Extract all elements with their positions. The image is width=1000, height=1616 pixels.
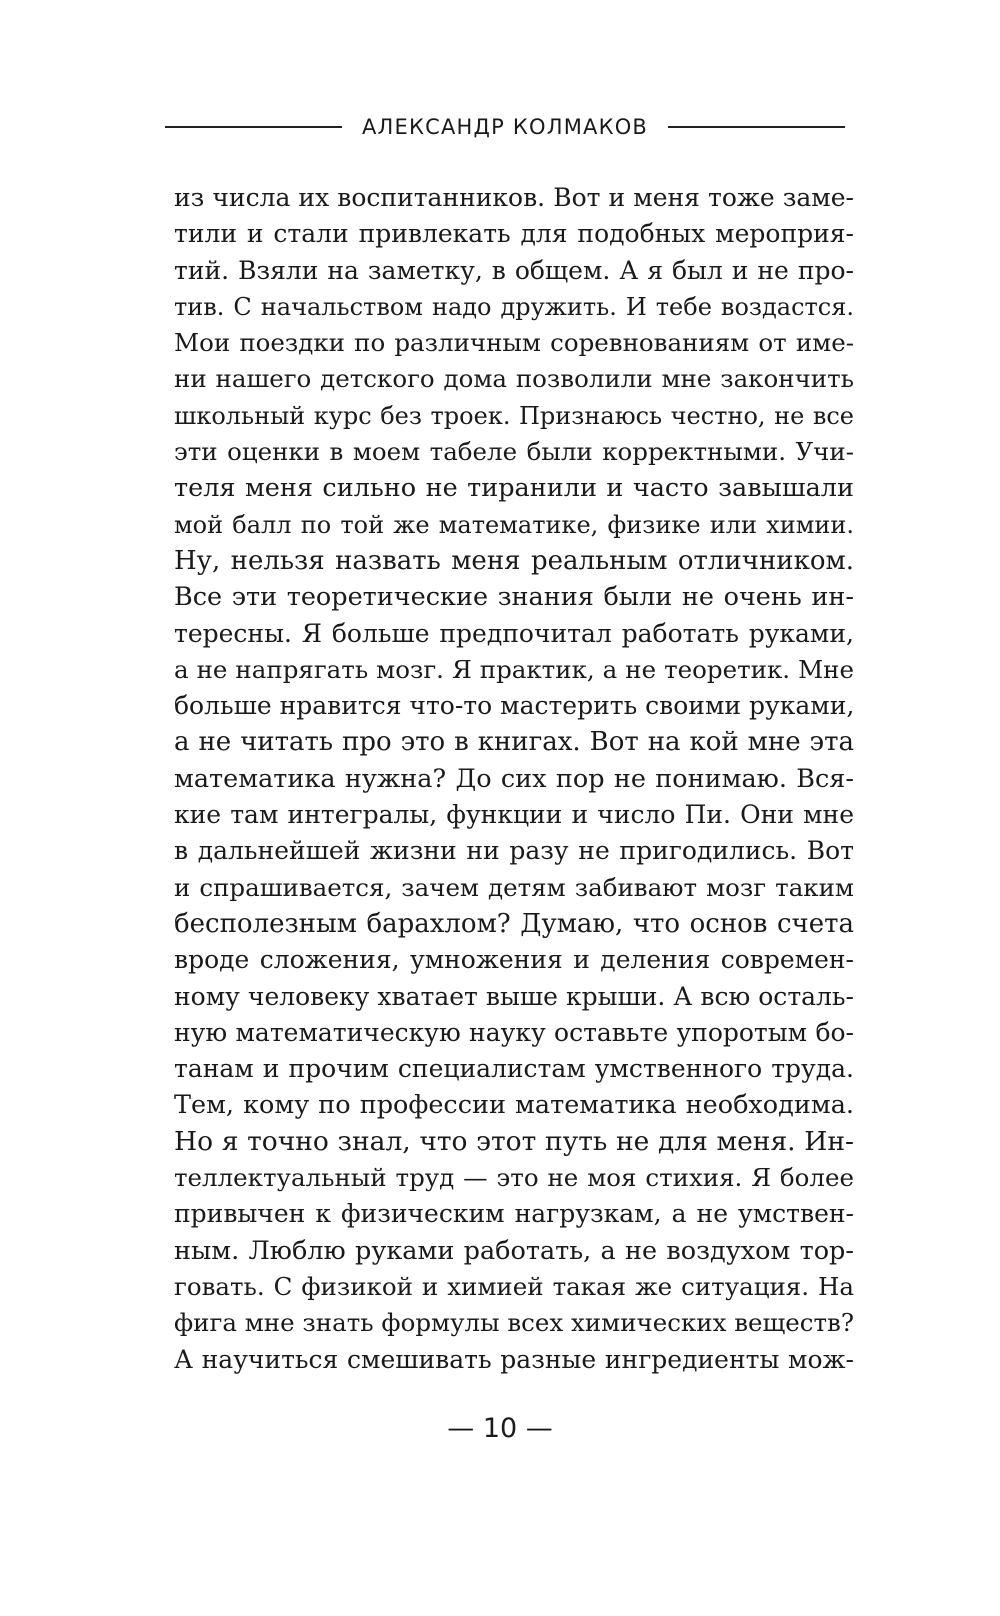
text-line: танам и прочим специалистам умственного труда. <box>174 1054 854 1084</box>
text-line: А научиться смешивать разные ингредиенты мож- <box>174 1344 854 1374</box>
running-head <box>165 112 845 142</box>
text-line: фига мне знать формулы всех химических веществ? <box>174 1308 854 1338</box>
text-line: тий. Взяли на заметку, в общем. А я был и не про- <box>174 255 854 285</box>
text-line: вроде сложения, умножения и деления современ- <box>174 945 854 975</box>
body-text <box>174 180 854 1378</box>
text-line: больше нравится что-то мастерить своими руками, <box>174 691 854 721</box>
text-line: и спрашивается, зачем детям забивают мозг таким <box>174 872 854 902</box>
header-rule-right <box>668 126 845 128</box>
text-line: из числа их воспитанников. Вот и меня тоже заме- <box>174 183 854 212</box>
text-line: ному человеку хватает выше крыши. А всю осталь- <box>174 981 854 1011</box>
author-name: АЛЕКСАНДР КОЛМАКОВ <box>361 115 649 139</box>
text-line: ным. Люблю руками работать, а не воздухом тор- <box>174 1235 854 1266</box>
text-line: Тем, кому по профессии математика необходима. <box>174 1090 854 1121</box>
text-line: тив. С начальством надо дружить. И тебе воздастся. <box>174 292 854 321</box>
text-line: Все эти теоретические знания были не очень ин- <box>174 582 854 613</box>
text-line: привычен к физическим нагрузкам, а не умствен- <box>174 1199 854 1229</box>
text-line: а не напрягать мозг. Я практик, а не теоретик. Мне <box>174 654 854 684</box>
text-line: кие там интегралы, функции и число Пи. Они мне <box>174 800 854 830</box>
text-line: школьный курс без троек. Признаюсь честно, не все <box>174 401 854 430</box>
text-line: математика нужна? До сих пор не понимаю. Вся- <box>174 763 854 794</box>
text-line: бесполезным барахлом? Думаю, что основ счета <box>174 908 854 939</box>
text-line: эти оценки в моем табеле были корректными. Учи- <box>174 437 854 467</box>
text-line: говать. С физикой и химией такая же ситуация. На <box>174 1271 854 1301</box>
text-line: теля меня сильно не тиранили и часто завышали <box>174 473 854 504</box>
text-line: Но я точно знал, что этот путь не для меня. Ин- <box>174 1125 854 1157</box>
text-line: Мои поездки по различным соревнованиям от име- <box>174 328 854 358</box>
text-line: ни нашего детского дома позволили мне закончить <box>174 364 854 394</box>
text-line: тересны. Я больше предпочитал работать руками, <box>174 618 854 648</box>
header-rule-left <box>165 126 342 128</box>
text-line: теллектуальный труд — это не моя стихия. Я более <box>174 1163 854 1193</box>
text-line: ную математическую науку оставьте упоротым бо- <box>174 1017 854 1047</box>
text-line: в дальнейшей жизни ни разу не пригодились. Вот <box>174 836 854 866</box>
text-line: а не читать про это в книгах. Вот на кой мне эта <box>174 727 854 758</box>
text-line: мой балл по той же математике, физике или химии. <box>174 510 854 539</box>
text-line: тили и стали привлекать для подобных мероприя- <box>174 219 854 249</box>
page-number: — 10 — <box>447 1413 553 1444</box>
text-line: Ну, нельзя назвать меня реальным отличником. <box>174 545 854 576</box>
